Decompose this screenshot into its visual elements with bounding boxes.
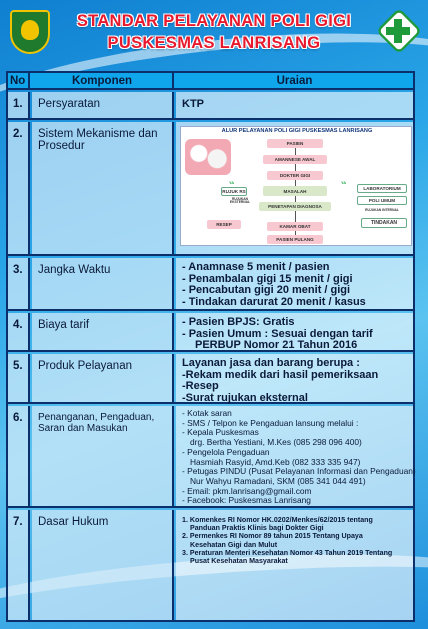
service-flowchart: [180, 126, 412, 246]
row-komponen: Biaya tarif: [38, 319, 90, 331]
row-uraian: 1. Komenkes RI Nomor HK.0202/Menkes/62/2015 tentang Panduan Praktis Klinis bagi Dokter Gigi 2. Permenkes RI Nomor 89 tahun 2015 Tentang Upaya Kesehatan Gigi dan Mulut 3. Peraturan Menteri Kesehatan Nomor 43 Tahun 2019 Tentang Pusat Kesehatan Masyarakat: [182, 516, 393, 566]
flow-box-penetapan: PENETAPAN DIAGNOSA: [259, 202, 331, 211]
teeth-illustration: [185, 139, 231, 175]
row-number: 2.: [13, 128, 23, 140]
row-number: 5.: [13, 360, 23, 372]
row-komponen: Jangka Waktu: [38, 264, 111, 276]
row-uraian: KTP: [182, 98, 204, 110]
table-row: [8, 313, 413, 352]
flow-box-anamnese: AMANNESE AWAL: [263, 155, 327, 164]
row-komponen: Penanganan, Pengaduan, Saran dan Masukan: [38, 412, 155, 434]
row-number: 7.: [13, 516, 23, 528]
row-komponen: Dasar Hukum: [38, 516, 109, 528]
flow-box-lab: LABORATORIUM: [357, 184, 407, 193]
table-row: [8, 354, 413, 404]
flow-box-masalah: MASALAH: [263, 186, 327, 196]
flow-arrow: [295, 231, 296, 235]
flow-box-resep: RESEP: [207, 220, 241, 229]
flow-arrow: [295, 211, 296, 222]
header-komponen: Komponen: [32, 73, 174, 88]
row-uraian: - Pasien BPJS: Gratis - Pasien Umum : Sesuai dengan tarif PERBUP Nomor 21 Tahun 2016: [182, 316, 373, 351]
regency-emblem-logo: [10, 10, 50, 54]
flow-label-ya-right: YA: [341, 180, 347, 185]
row-number: 6.: [13, 412, 23, 424]
flowchart-title: ALUR PELAYANAN POLI GIGI PUSKESMAS LANRISANG: [221, 128, 373, 134]
flow-arrow: [295, 148, 296, 155]
header: [0, 0, 428, 64]
row-komponen: Produk Pelayanan: [38, 360, 132, 372]
flow-box-pasien: PASIEN: [267, 139, 323, 148]
flow-label-ya-left: YA: [229, 180, 235, 185]
header-no: No: [8, 73, 30, 88]
flow-box-poli-umum: POLI UMUM: [357, 196, 407, 205]
flow-arrow: [295, 164, 296, 171]
header-uraian: Uraian: [276, 74, 313, 87]
table-header-row: [8, 73, 413, 90]
row-komponen: Persyaratan: [38, 98, 101, 110]
table-row: [8, 122, 413, 256]
row-number: 1.: [13, 98, 23, 110]
flow-box-rujuk: RUJUK RS: [222, 189, 246, 194]
row-uraian: - Kotak saran - SMS / Telpon ke Pengaduan lansung melalui : - Kepala Puskesmas drg. Bertha Yestiani, M.Kes (085 298 096 400) - Pengelola Pengaduan Hasmiah Rasyid, Amd.Keb (082 333 335 947) - Petugas PINDU (Pusat Pelayanan Informasi dan Pengaduan) Nur Wahyu Ramadani, SKM (085 341 044 491) - Email: pkm.lanrisang@gmail.com - Facebook: Puskesmas Lanrisang: [182, 408, 416, 506]
row-uraian: [176, 122, 413, 254]
flow-box-pulang: PASIEN PULANG: [267, 235, 323, 244]
medical-cross-icon: [386, 19, 410, 43]
flow-arrow: [295, 180, 296, 186]
row-number: 3.: [13, 264, 23, 276]
row-komponen: Sistem Mekanisme dan Prosedur: [38, 128, 158, 152]
page-title-line2: PUSKESMAS LANRISANG: [107, 34, 321, 52]
flow-box-tindakan: TINDAKAN: [361, 218, 407, 228]
service-standard-table: [6, 71, 415, 622]
flow-arrow: [295, 196, 296, 202]
flow-box-kamar-obat: KAMAR OBAT: [267, 222, 323, 231]
row-uraian: - Anamnase 5 menit / pasien - Penambalan gigi 15 menit / gigi - Pencabutan gigi 20 menit / gigi - Tindakan darurat 20 menit / kasus: [182, 261, 366, 308]
flow-label-rujukan-internal: RUJUKAN INTERNAL: [365, 208, 399, 213]
row-uraian: Layanan jasa dan barang berupa : -Rekam medik dari hasil pemeriksaan -Resep -Surat rujukan eksternal: [182, 357, 379, 404]
flow-box-dokter: DOKTER GIGI: [267, 171, 323, 180]
table-row: [8, 406, 416, 508]
table-row: [8, 258, 413, 311]
table-row: [8, 510, 413, 620]
flow-label-rujukan-eksternal: RUJUKAN EKSTERNAL: [229, 196, 251, 204]
table-row: [8, 92, 413, 120]
row-number: 4.: [13, 319, 23, 331]
page-title-line1: STANDAR PELAYANAN POLI GIGI: [76, 12, 352, 30]
